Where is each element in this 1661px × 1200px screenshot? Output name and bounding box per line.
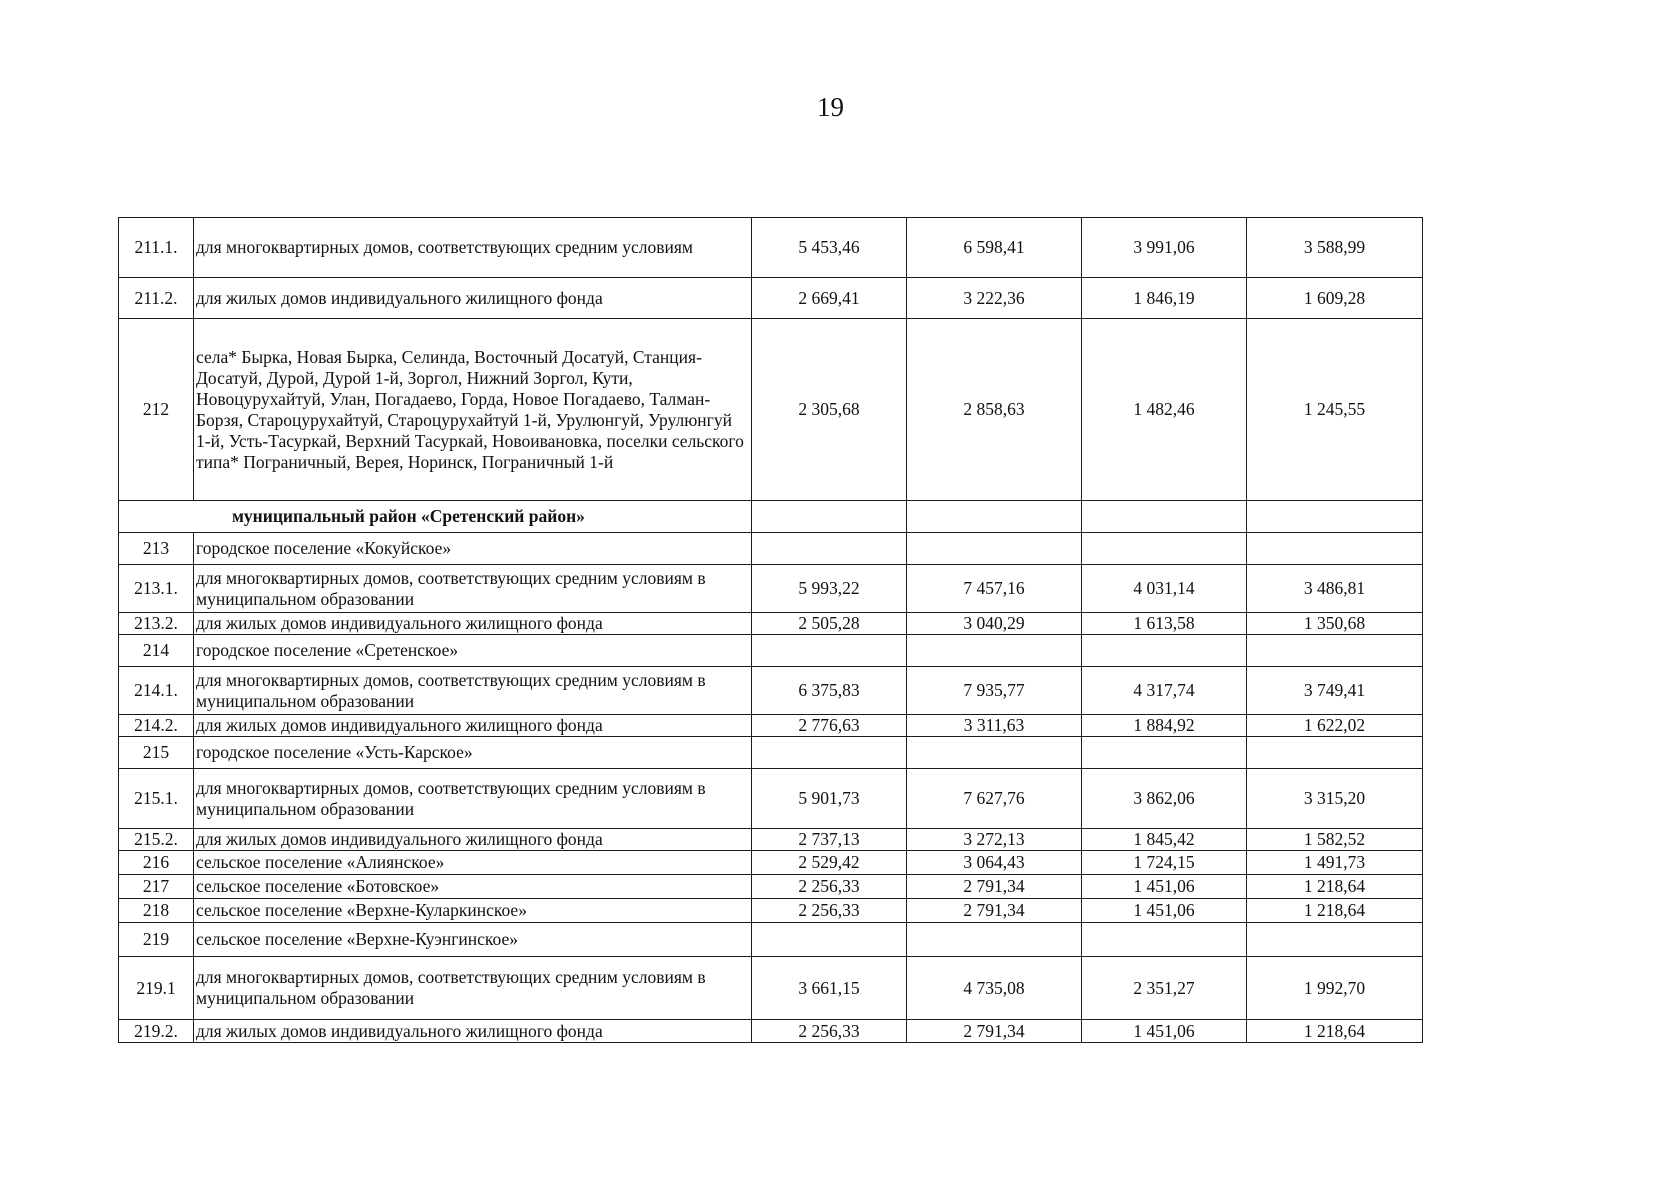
value-cell: 2 776,63: [752, 715, 907, 737]
empty-cell: [1082, 501, 1247, 533]
row-number: 219.1: [119, 957, 194, 1020]
value-cell: 3 661,15: [752, 957, 907, 1020]
table-row: [119, 1020, 1423, 1043]
tariff-table: [118, 217, 1423, 1043]
empty-cell: [752, 501, 907, 533]
table-row: [119, 613, 1423, 635]
row-number: 214.2.: [119, 715, 194, 737]
row-number: 219: [119, 923, 194, 957]
table-row: [119, 957, 1423, 1020]
value-cell: 3 862,06: [1082, 769, 1247, 829]
row-name: городское поселение «Кокуйское»: [194, 533, 752, 565]
value-cell: 3 991,06: [1082, 218, 1247, 278]
value-cell: 3 222,36: [907, 278, 1082, 319]
value-cell: 1 218,64: [1247, 1020, 1423, 1043]
row-number: 211.1.: [119, 218, 194, 278]
value-cell: 7 457,16: [907, 565, 1082, 613]
value-cell: 1 350,68: [1247, 613, 1423, 635]
row-name: для многоквартирных домов, соответствующих средним условиям в муниципальном образовании: [194, 769, 752, 829]
value-cell: [752, 533, 907, 565]
value-cell: [752, 635, 907, 667]
value-cell: 1 218,64: [1247, 899, 1423, 923]
row-name: сельское поселение «Ботовское»: [194, 875, 752, 899]
value-cell: 2 791,34: [907, 875, 1082, 899]
value-cell: [752, 737, 907, 769]
value-cell: 2 256,33: [752, 899, 907, 923]
value-cell: 1 846,19: [1082, 278, 1247, 319]
value-cell: 3 588,99: [1247, 218, 1423, 278]
value-cell: 1 845,42: [1082, 829, 1247, 851]
value-cell: 2 305,68: [752, 319, 907, 501]
value-cell: 2 505,28: [752, 613, 907, 635]
table-row: [119, 923, 1423, 957]
value-cell: 1 992,70: [1247, 957, 1423, 1020]
row-number: 216: [119, 851, 194, 875]
row-name: сельское поселение «Верхне-Куларкинское»: [194, 899, 752, 923]
row-number: 218: [119, 899, 194, 923]
row-number: 219.2.: [119, 1020, 194, 1043]
value-cell: 1 609,28: [1247, 278, 1423, 319]
value-cell: 1 245,55: [1247, 319, 1423, 501]
value-cell: 2 351,27: [1082, 957, 1247, 1020]
value-cell: 1 218,64: [1247, 875, 1423, 899]
row-number: 215.1.: [119, 769, 194, 829]
value-cell: 1 491,73: [1247, 851, 1423, 875]
row-name: для жилых домов индивидуального жилищного фонда: [194, 829, 752, 851]
value-cell: 2 737,13: [752, 829, 907, 851]
value-cell: 2 256,33: [752, 1020, 907, 1043]
value-cell: 3 315,20: [1247, 769, 1423, 829]
row-name: городское поселение «Сретенское»: [194, 635, 752, 667]
row-number: 213: [119, 533, 194, 565]
table-row: [119, 565, 1423, 613]
value-cell: 1 451,06: [1082, 875, 1247, 899]
value-cell: 3 040,29: [907, 613, 1082, 635]
table-row: [119, 278, 1423, 319]
row-name: для многоквартирных домов, соответствующих средним условиям в муниципальном образовании: [194, 957, 752, 1020]
value-cell: [1247, 737, 1423, 769]
value-cell: 1 724,15: [1082, 851, 1247, 875]
empty-cell: [907, 501, 1082, 533]
value-cell: 2 858,63: [907, 319, 1082, 501]
value-cell: [907, 737, 1082, 769]
row-number: 215: [119, 737, 194, 769]
table-row: [119, 875, 1423, 899]
table-row: [119, 635, 1423, 667]
value-cell: [752, 923, 907, 957]
row-name: села* Бырка, Новая Бырка, Селинда, Восточный Досатуй, Станция-Досатуй, Дурой, Дурой 1-й, Зоргол, Нижний Зоргол, Кути, Новоцурухайтуй, Улан, Погадаево, Горда, Новое Погадаево, Талман-Борзя, Староцурухайтуй, Староцурухайтуй 1-й, Урулюнгуй, Урулюнгуй 1-й, Усть-Тасуркай, Верхний Тасуркай, Новоивановка, поселки сельского типа* Пограничный, Верея, Норинск, Пограничный 1-й: [194, 319, 752, 501]
value-cell: [907, 635, 1082, 667]
row-number: 217: [119, 875, 194, 899]
value-cell: [1082, 923, 1247, 957]
value-cell: 2 791,34: [907, 899, 1082, 923]
table-row: [119, 218, 1423, 278]
value-cell: 3 486,81: [1247, 565, 1423, 613]
table-row: [119, 851, 1423, 875]
value-cell: 4 031,14: [1082, 565, 1247, 613]
value-cell: 3 749,41: [1247, 667, 1423, 715]
table-row: [119, 899, 1423, 923]
value-cell: 1 884,92: [1082, 715, 1247, 737]
empty-cell: [1247, 501, 1423, 533]
value-cell: 5 993,22: [752, 565, 907, 613]
row-number: 211.2.: [119, 278, 194, 319]
value-cell: 7 627,76: [907, 769, 1082, 829]
row-name: для многоквартирных домов, соответствующих средним условиям: [194, 218, 752, 278]
section-title: муниципальный район «Сретенский район»: [119, 501, 752, 533]
value-cell: 2 529,42: [752, 851, 907, 875]
value-cell: [1082, 737, 1247, 769]
value-cell: 3 064,43: [907, 851, 1082, 875]
value-cell: 4 317,74: [1082, 667, 1247, 715]
row-name: городское поселение «Усть-Карское»: [194, 737, 752, 769]
value-cell: 1 613,58: [1082, 613, 1247, 635]
row-name: сельское поселение «Верхне-Куэнгинское»: [194, 923, 752, 957]
table-row: [119, 737, 1423, 769]
table-row: [119, 715, 1423, 737]
value-cell: 2 256,33: [752, 875, 907, 899]
section-row: [119, 501, 1423, 533]
table-row: [119, 533, 1423, 565]
row-number: 215.2.: [119, 829, 194, 851]
value-cell: 2 791,34: [907, 1020, 1082, 1043]
value-cell: 3 311,63: [907, 715, 1082, 737]
value-cell: 1 482,46: [1082, 319, 1247, 501]
value-cell: [1247, 923, 1423, 957]
value-cell: [1247, 635, 1423, 667]
value-cell: 4 735,08: [907, 957, 1082, 1020]
value-cell: [1082, 533, 1247, 565]
table-row: [119, 829, 1423, 851]
row-number: 213.2.: [119, 613, 194, 635]
value-cell: 1 451,06: [1082, 1020, 1247, 1043]
value-cell: [907, 533, 1082, 565]
value-cell: 2 669,41: [752, 278, 907, 319]
value-cell: 7 935,77: [907, 667, 1082, 715]
value-cell: 1 582,52: [1247, 829, 1423, 851]
value-cell: 5 453,46: [752, 218, 907, 278]
row-number: 212: [119, 319, 194, 501]
row-name: для жилых домов индивидуального жилищного фонда: [194, 613, 752, 635]
page-number: 19: [817, 92, 844, 122]
value-cell: 6 598,41: [907, 218, 1082, 278]
row-name: для жилых домов индивидуального жилищного фонда: [194, 715, 752, 737]
row-name: для жилых домов индивидуального жилищного фонда: [194, 1020, 752, 1043]
value-cell: [1247, 533, 1423, 565]
row-name: сельское поселение «Алиянское»: [194, 851, 752, 875]
table-row: [119, 769, 1423, 829]
table-row: [119, 319, 1423, 501]
row-number: 213.1.: [119, 565, 194, 613]
value-cell: 3 272,13: [907, 829, 1082, 851]
row-name: для жилых домов индивидуального жилищного фонда: [194, 278, 752, 319]
row-number: 214: [119, 635, 194, 667]
value-cell: [907, 923, 1082, 957]
row-name: для многоквартирных домов, соответствующих средним условиям в муниципальном образовании: [194, 667, 752, 715]
value-cell: [1082, 635, 1247, 667]
value-cell: 1 622,02: [1247, 715, 1423, 737]
value-cell: 5 901,73: [752, 769, 907, 829]
table-row: [119, 667, 1423, 715]
row-number: 214.1.: [119, 667, 194, 715]
value-cell: 6 375,83: [752, 667, 907, 715]
row-name: для многоквартирных домов, соответствующих средним условиям в муниципальном образовании: [194, 565, 752, 613]
value-cell: 1 451,06: [1082, 899, 1247, 923]
